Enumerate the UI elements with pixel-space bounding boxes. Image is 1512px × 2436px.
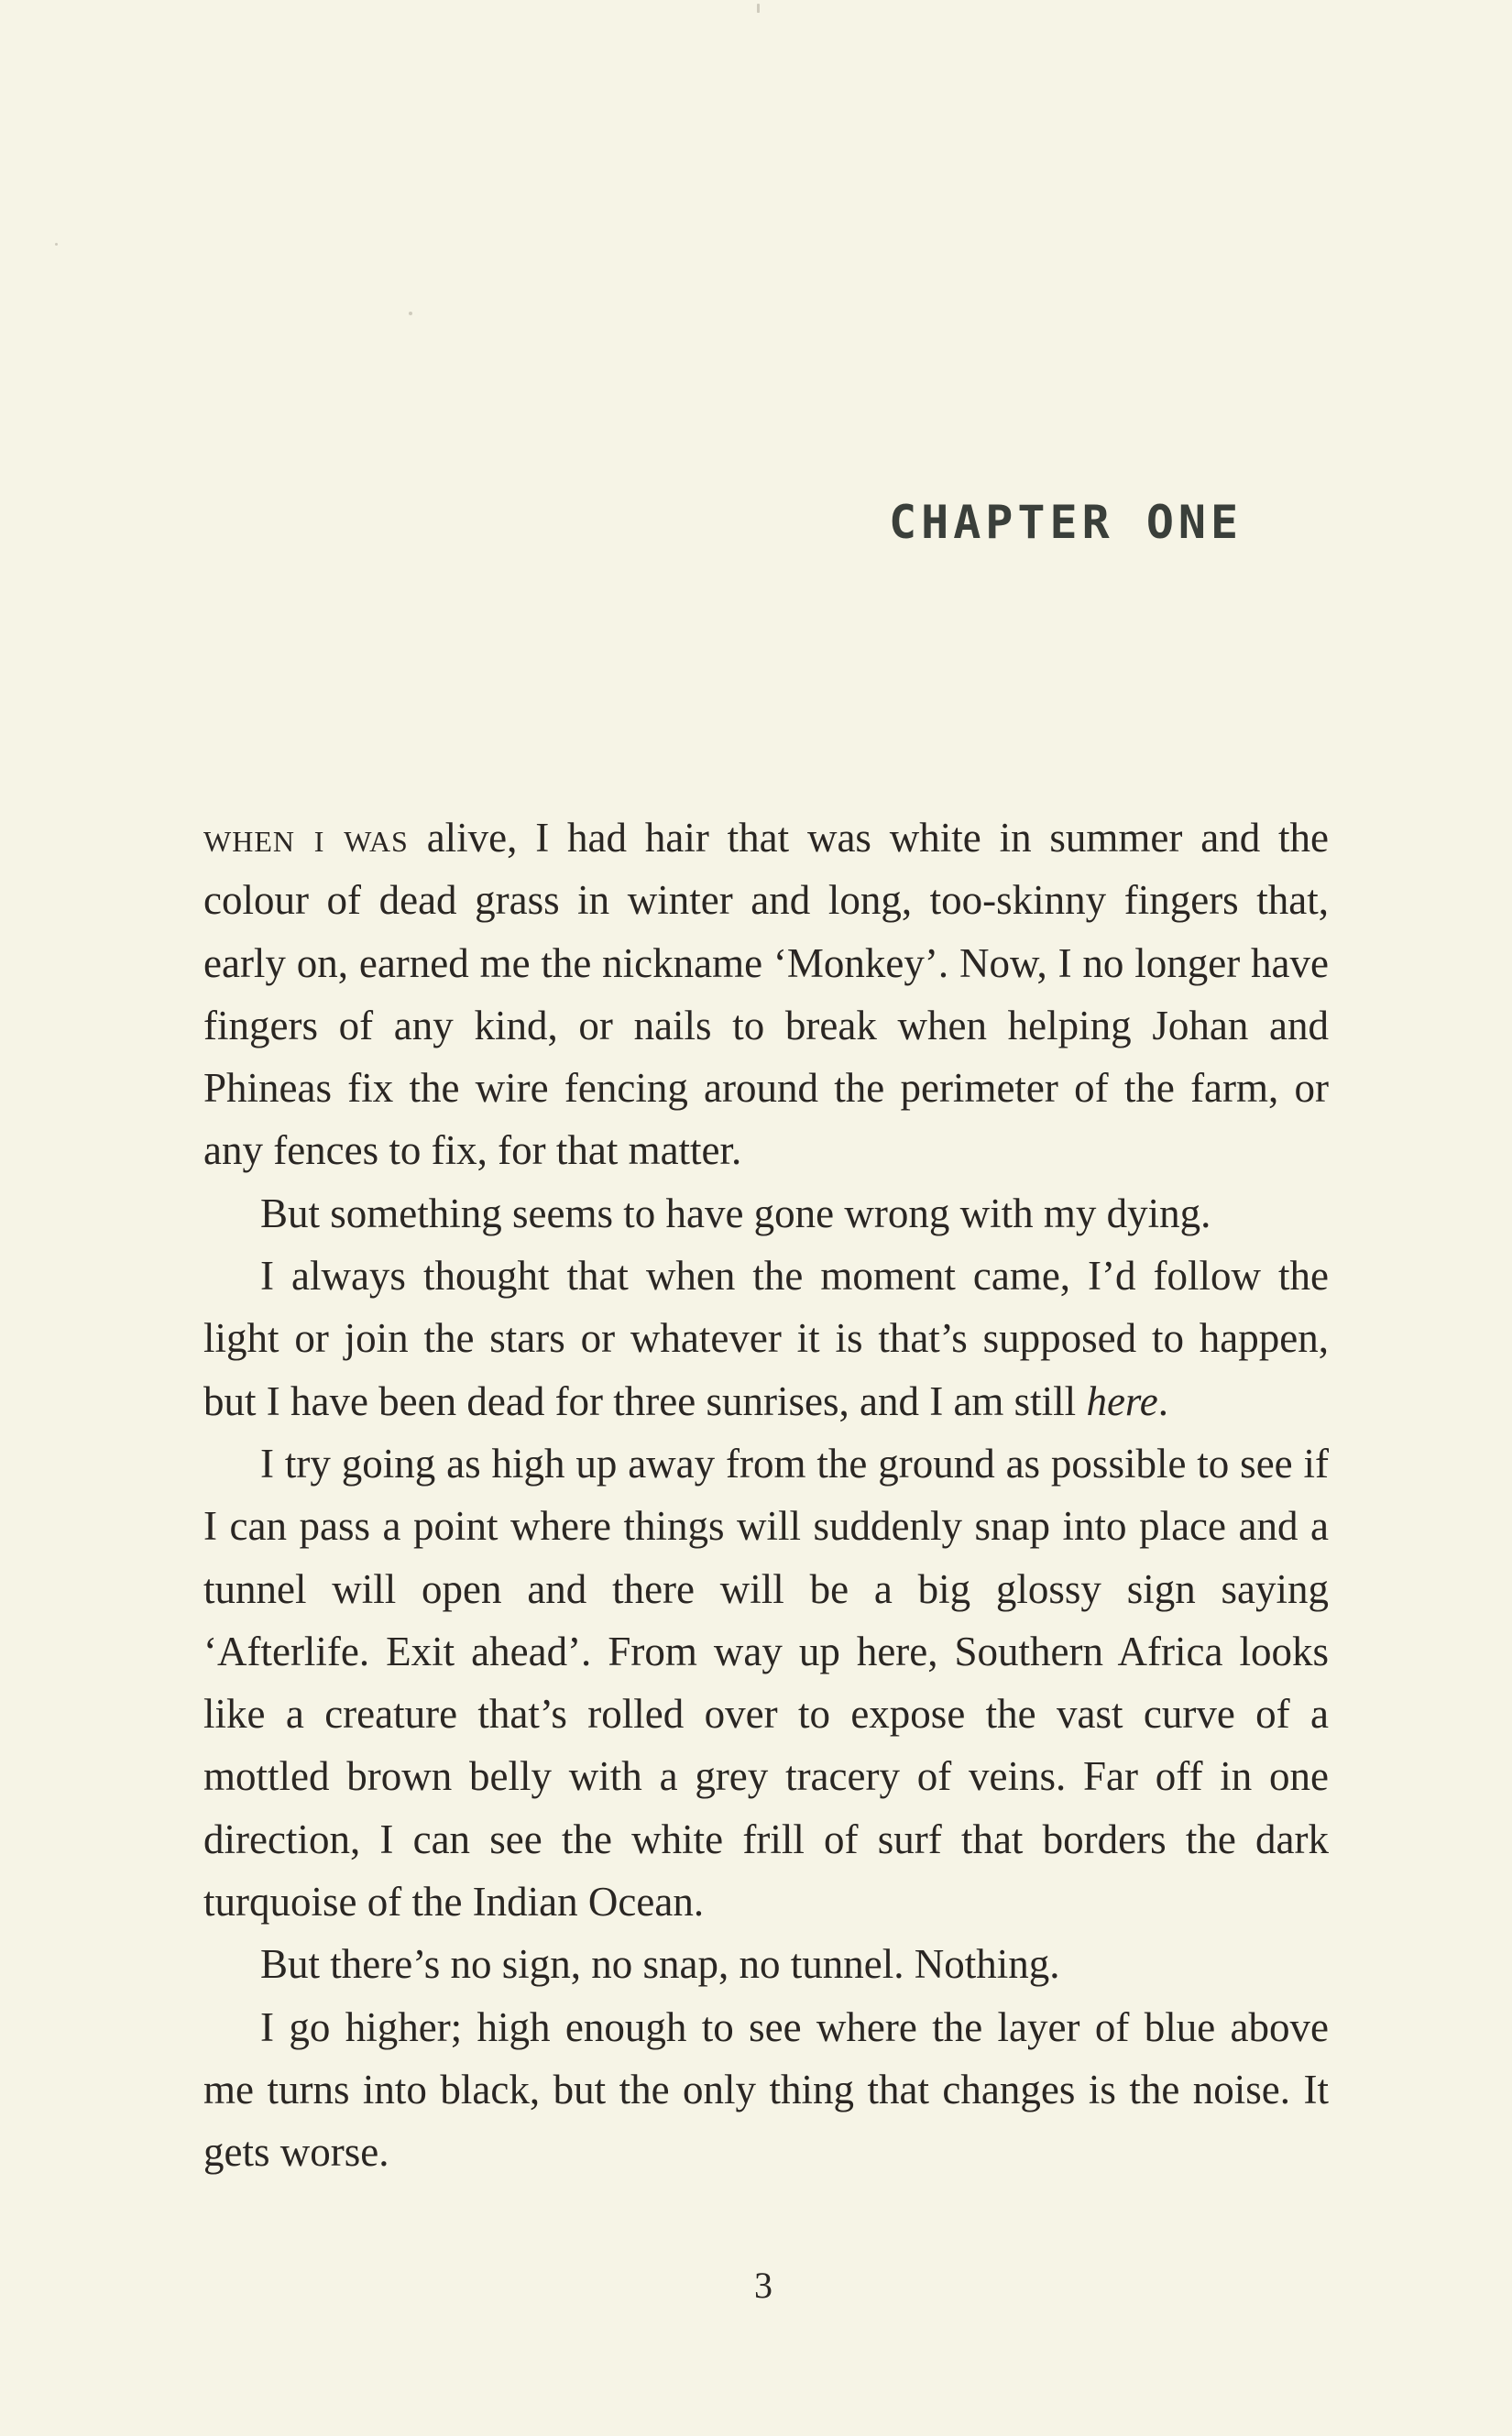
- paper-speck: [55, 243, 58, 246]
- paragraph-2: But something seems to have gone wrong with my dying.: [260, 1190, 1211, 1236]
- paragraph-1: [203, 807, 1329, 1182]
- paragraph-5: But there’s no sign, no snap, no tunnel. Nothing.: [260, 1941, 1060, 1988]
- paragraph-3-end: .: [1157, 1377, 1168, 1424]
- opening-small-caps: when i was: [203, 815, 409, 861]
- chapter-title: CHAPTER ONE: [889, 496, 1244, 549]
- paragraph-4: I try going as high up away from the ground as possible to see if I can pass a point where things will suddenly snap into place and a tunnel will open and there will be a big glossy sign saying ‘Afterlife. Exit ahead’. From way up here, Southern Africa looks like a creature that’s rolled over to expose the vast curve of a mottled brown belly with a grey tracery of veins. Far off in one direction, I can see the white frill of surf that borders the dark turquoise of the Indian Ocean.: [203, 1440, 1329, 1926]
- page-number: 3: [754, 2265, 772, 2306]
- paragraph-3: [203, 1245, 1329, 1432]
- paragraph-6: I go higher; high enough to see where the layer of blue above me turns into black, but the only thing that changes is the noise. It gets worse.: [203, 2003, 1329, 2176]
- emphasis-word: here: [1086, 1377, 1158, 1424]
- paper-speck: [757, 4, 760, 13]
- paragraph-3-text: I always thought that when the moment came, I’d follow the light or join the stars or whatever it is that’s supposed to happen, but I have been dead for three sunrises, and I am still: [203, 1253, 1329, 1424]
- body-text: [203, 807, 1329, 2184]
- paragraph-1-text: alive, I had hair that was white in summer and the colour of dead grass in winter and long, too-skinny fingers that, early on, earned me the nickname ‘Monkey’. Now, I no longer have fingers of any kind, or nails to break when helping Johan and Phineas fix the wire fencing around the perimeter of the farm, or any fences to fix, for that matter.: [203, 815, 1330, 1174]
- paper-speck: [409, 312, 412, 315]
